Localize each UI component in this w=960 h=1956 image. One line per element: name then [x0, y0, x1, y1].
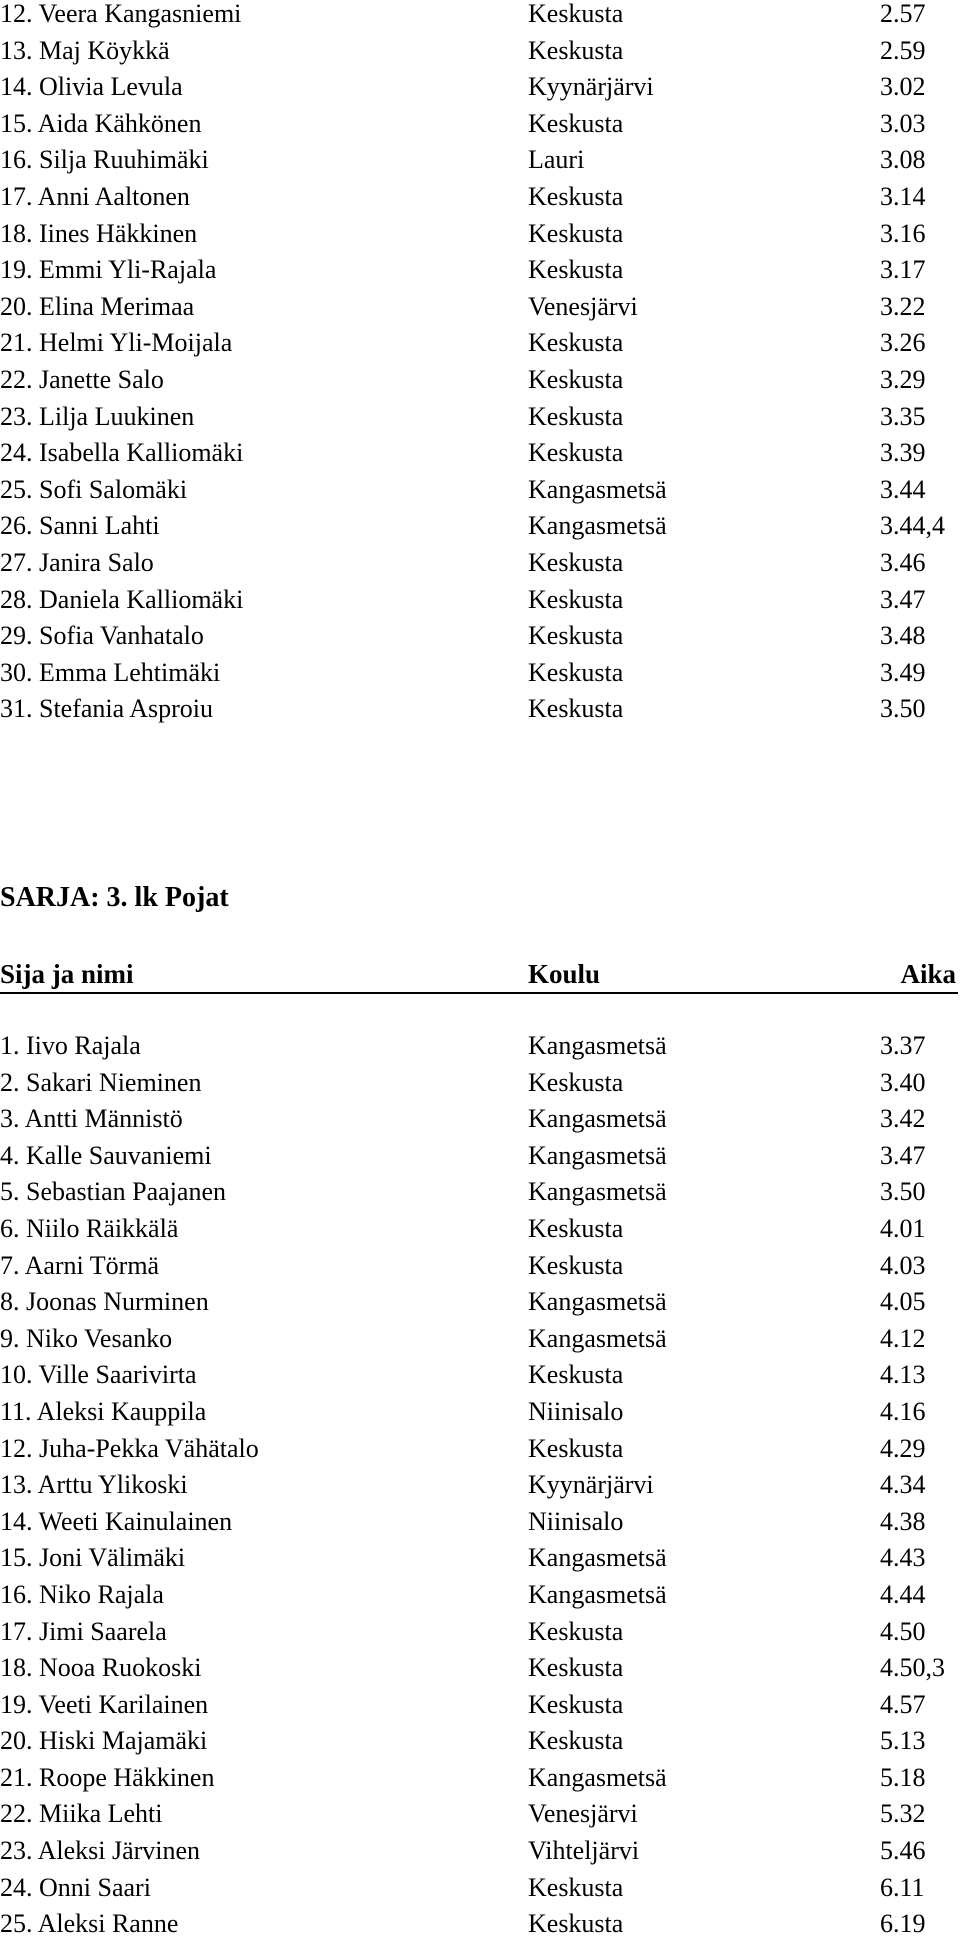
- result-row: [0, 1101, 960, 1138]
- result-time: 5.18: [880, 1762, 926, 1792]
- result-name: 4. Kalle Sauvaniemi: [0, 1140, 212, 1170]
- result-time: 2.59: [880, 35, 926, 65]
- result-school: Kyynärjärvi: [528, 72, 654, 102]
- result-name: 9. Niko Vesanko: [0, 1323, 173, 1353]
- result-name: 25. Sofi Salomäki: [0, 474, 188, 504]
- result-name: 29. Sofia Vanhatalo: [0, 621, 204, 651]
- result-row: [0, 545, 960, 582]
- result-name: 2. Sakari Nieminen: [0, 1067, 202, 1097]
- result-name: 12. Veera Kangasniemi: [0, 0, 242, 28]
- result-time: 3.08: [880, 145, 926, 175]
- result-school: Niinisalo: [528, 1506, 624, 1536]
- result-name: 25. Aleksi Ranne: [0, 1909, 179, 1939]
- result-row: [0, 1650, 960, 1687]
- result-school: Keskusta: [528, 1872, 624, 1902]
- result-school: Keskusta: [528, 1433, 624, 1463]
- result-name: 21. Roope Häkkinen: [0, 1762, 215, 1792]
- result-time: 4.57: [880, 1689, 926, 1719]
- result-school: Keskusta: [528, 1726, 624, 1756]
- result-time: 5.46: [880, 1836, 926, 1866]
- result-school: Venesjärvi: [528, 291, 638, 321]
- result-school: Keskusta: [528, 1653, 624, 1683]
- result-row: [0, 508, 960, 545]
- result-name: 30. Emma Lehtimäki: [0, 657, 221, 687]
- result-row: [0, 0, 960, 33]
- result-school: Keskusta: [528, 1689, 624, 1719]
- result-name: 31. Stefania Asproiu: [0, 694, 214, 724]
- result-name: 24. Isabella Kalliomäki: [0, 438, 244, 468]
- result-school: Keskusta: [528, 547, 624, 577]
- result-time: 3.14: [880, 181, 926, 211]
- header-name: Sija ja nimi: [0, 959, 134, 989]
- result-row: [0, 1833, 960, 1870]
- result-school: Venesjärvi: [528, 1799, 638, 1829]
- result-school: Kangasmetsä: [528, 511, 667, 541]
- result-time: 3.46: [880, 547, 926, 577]
- girls-results-list: [0, 0, 960, 728]
- result-time: 3.02: [880, 72, 926, 102]
- result-time: 4.43: [880, 1543, 926, 1573]
- result-school: Kangasmetsä: [528, 1031, 667, 1060]
- result-name: 23. Aleksi Järvinen: [0, 1836, 201, 1866]
- result-name: 15. Aida Kähkönen: [0, 108, 202, 138]
- result-school: Lauri: [528, 145, 585, 175]
- result-time: 4.12: [880, 1323, 926, 1353]
- result-school: Kangasmetsä: [528, 1177, 667, 1207]
- result-time: 5.13: [880, 1726, 926, 1756]
- result-row: [0, 1321, 960, 1358]
- result-time: 3.47: [880, 584, 926, 614]
- result-row: [0, 1540, 960, 1577]
- result-name: 17. Anni Aaltonen: [0, 181, 190, 211]
- result-name: 19. Emmi Yli-Rajala: [0, 255, 217, 285]
- result-row: [0, 582, 960, 619]
- result-row: [0, 1870, 960, 1907]
- result-school: Keskusta: [528, 438, 624, 468]
- result-row: [0, 1211, 960, 1248]
- result-school: Keskusta: [528, 657, 624, 687]
- result-row: [0, 1906, 960, 1943]
- result-row: [0, 289, 960, 326]
- result-name: 13. Maj Köykkä: [0, 35, 170, 65]
- result-row: [0, 1723, 960, 1760]
- result-school: Keskusta: [528, 108, 624, 138]
- result-school: Keskusta: [528, 328, 624, 358]
- result-name: 24. Onni Saari: [0, 1872, 151, 1902]
- result-row: [0, 1028, 960, 1065]
- result-time: 4.16: [880, 1396, 926, 1426]
- results-header-row: [0, 956, 958, 994]
- result-row: [0, 1504, 960, 1541]
- result-name: 12. Juha-Pekka Vähätalo: [0, 1433, 259, 1463]
- result-name: 20. Hiski Majamäki: [0, 1726, 208, 1756]
- result-row: [0, 472, 960, 509]
- result-name: 14. Weeti Kainulainen: [0, 1506, 233, 1536]
- result-time: 3.50: [880, 694, 926, 724]
- result-time: 4.50: [880, 1616, 926, 1646]
- result-row: [0, 106, 960, 143]
- result-time: 4.05: [880, 1287, 926, 1317]
- result-time: 3.49: [880, 657, 926, 687]
- result-name: 22. Janette Salo: [0, 364, 164, 394]
- result-school: Keskusta: [528, 1213, 624, 1243]
- result-name: 17. Jimi Saarela: [0, 1616, 167, 1646]
- result-time: 3.50: [880, 1177, 926, 1207]
- result-row: [0, 1138, 960, 1175]
- result-time: 4.29: [880, 1433, 926, 1463]
- result-time: 6.19: [880, 1909, 926, 1939]
- result-name: 22. Miika Lehti: [0, 1799, 163, 1829]
- result-school: Kangasmetsä: [528, 1579, 667, 1609]
- result-row: [0, 1760, 960, 1797]
- result-row: [0, 1065, 960, 1102]
- result-school: Keskusta: [528, 1067, 624, 1097]
- result-row: [0, 33, 960, 70]
- result-time: 4.03: [880, 1250, 926, 1280]
- result-name: 16. Niko Rajala: [0, 1579, 164, 1609]
- result-time: 3.29: [880, 364, 926, 394]
- result-name: 11. Aleksi Kauppila: [0, 1396, 207, 1426]
- result-row: [0, 655, 960, 692]
- result-school: Keskusta: [528, 401, 624, 431]
- result-school: Keskusta: [528, 621, 624, 651]
- result-name: 15. Joni Välimäki: [0, 1543, 186, 1573]
- result-school: Kangasmetsä: [528, 1140, 667, 1170]
- result-school: Niinisalo: [528, 1396, 624, 1426]
- result-time: 4.44: [880, 1579, 926, 1609]
- result-time: 5.32: [880, 1799, 926, 1829]
- result-school: Keskusta: [528, 1909, 624, 1939]
- result-time: 4.34: [880, 1470, 926, 1500]
- result-school: Kangasmetsä: [528, 474, 667, 504]
- result-row: [0, 69, 960, 106]
- result-time: 4.38: [880, 1506, 926, 1536]
- result-time: 3.37: [880, 1031, 926, 1060]
- header-time: Aika: [900, 959, 956, 989]
- result-time: 3.35: [880, 401, 926, 431]
- result-name: 21. Helmi Yli-Moijala: [0, 328, 233, 358]
- result-time: 3.44,4: [880, 511, 945, 541]
- result-name: 14. Olivia Levula: [0, 72, 183, 102]
- result-row: [0, 1614, 960, 1651]
- result-row: [0, 1248, 960, 1285]
- result-name: 26. Sanni Lahti: [0, 511, 160, 541]
- section-title: SARJA: 3. lk Pojat: [0, 882, 229, 913]
- result-school: Kyynärjärvi: [528, 1470, 654, 1500]
- result-row: [0, 1357, 960, 1394]
- result-row: [0, 1284, 960, 1321]
- result-row: [0, 1431, 960, 1468]
- result-row: [0, 1174, 960, 1211]
- result-row: [0, 1577, 960, 1614]
- result-school: Vihteljärvi: [528, 1836, 640, 1866]
- result-school: Keskusta: [528, 181, 624, 211]
- result-name: 18. Nooa Ruokoski: [0, 1653, 202, 1683]
- result-school: Kangasmetsä: [528, 1104, 667, 1134]
- result-time: 3.16: [880, 218, 926, 248]
- result-school: Kangasmetsä: [528, 1543, 667, 1573]
- result-row: [0, 142, 960, 179]
- result-name: 18. Iines Häkkinen: [0, 218, 198, 248]
- result-school: Keskusta: [528, 255, 624, 285]
- result-row: [0, 1467, 960, 1504]
- result-school: Kangasmetsä: [528, 1323, 667, 1353]
- result-time: 6.11: [880, 1872, 925, 1902]
- result-name: 27. Janira Salo: [0, 547, 154, 577]
- result-time: 3.48: [880, 621, 926, 651]
- result-time: 3.03: [880, 108, 926, 138]
- result-name: 23. Lilja Luukinen: [0, 401, 195, 431]
- result-time: 4.13: [880, 1360, 926, 1390]
- header-school: Koulu: [528, 959, 601, 989]
- result-time: 3.39: [880, 438, 926, 468]
- result-row: [0, 618, 960, 655]
- result-row: [0, 252, 960, 289]
- result-school: Keskusta: [528, 364, 624, 394]
- result-name: 16. Silja Ruuhimäki: [0, 145, 209, 175]
- result-name: 28. Daniela Kalliomäki: [0, 584, 244, 614]
- result-time: 4.50,3: [880, 1653, 945, 1683]
- result-name: 1. Iivo Rajala: [0, 1031, 141, 1060]
- result-time: 3.17: [880, 255, 926, 285]
- result-name: 5. Sebastian Paajanen: [0, 1177, 226, 1207]
- result-time: 3.42: [880, 1104, 926, 1134]
- result-row: [0, 325, 960, 362]
- result-school: Keskusta: [528, 35, 624, 65]
- result-time: 2.57: [880, 0, 926, 28]
- result-row: [0, 1394, 960, 1431]
- result-name: 20. Elina Merimaa: [0, 291, 195, 321]
- result-name: 6. Niilo Räikkälä: [0, 1213, 179, 1243]
- result-time: 3.26: [880, 328, 926, 358]
- result-row: [0, 691, 960, 728]
- result-time: 3.40: [880, 1067, 926, 1097]
- result-school: Keskusta: [528, 1250, 624, 1280]
- result-row: [0, 399, 960, 436]
- result-name: 3. Antti Männistö: [0, 1104, 183, 1134]
- result-school: Keskusta: [528, 0, 624, 28]
- result-row: [0, 362, 960, 399]
- result-school: Kangasmetsä: [528, 1762, 667, 1792]
- result-time: 4.01: [880, 1213, 926, 1243]
- result-school: Keskusta: [528, 584, 624, 614]
- result-time: 3.44: [880, 474, 926, 504]
- result-row: [0, 435, 960, 472]
- result-name: 19. Veeti Karilainen: [0, 1689, 209, 1719]
- result-school: Keskusta: [528, 218, 624, 248]
- result-name: 13. Arttu Ylikoski: [0, 1470, 188, 1500]
- result-name: 10. Ville Saarivirta: [0, 1360, 197, 1390]
- result-name: 7. Aarni Törmä: [0, 1250, 160, 1280]
- result-school: Kangasmetsä: [528, 1287, 667, 1317]
- result-school: Keskusta: [528, 694, 624, 724]
- boys-results-list: [0, 1028, 960, 1943]
- result-name: 8. Joonas Nurminen: [0, 1287, 209, 1317]
- result-row: [0, 1687, 960, 1724]
- result-row: [0, 216, 960, 253]
- result-row: [0, 179, 960, 216]
- result-time: 3.47: [880, 1140, 926, 1170]
- result-time: 3.22: [880, 291, 926, 321]
- result-school: Keskusta: [528, 1616, 624, 1646]
- result-school: Keskusta: [528, 1360, 624, 1390]
- result-row: [0, 1796, 960, 1833]
